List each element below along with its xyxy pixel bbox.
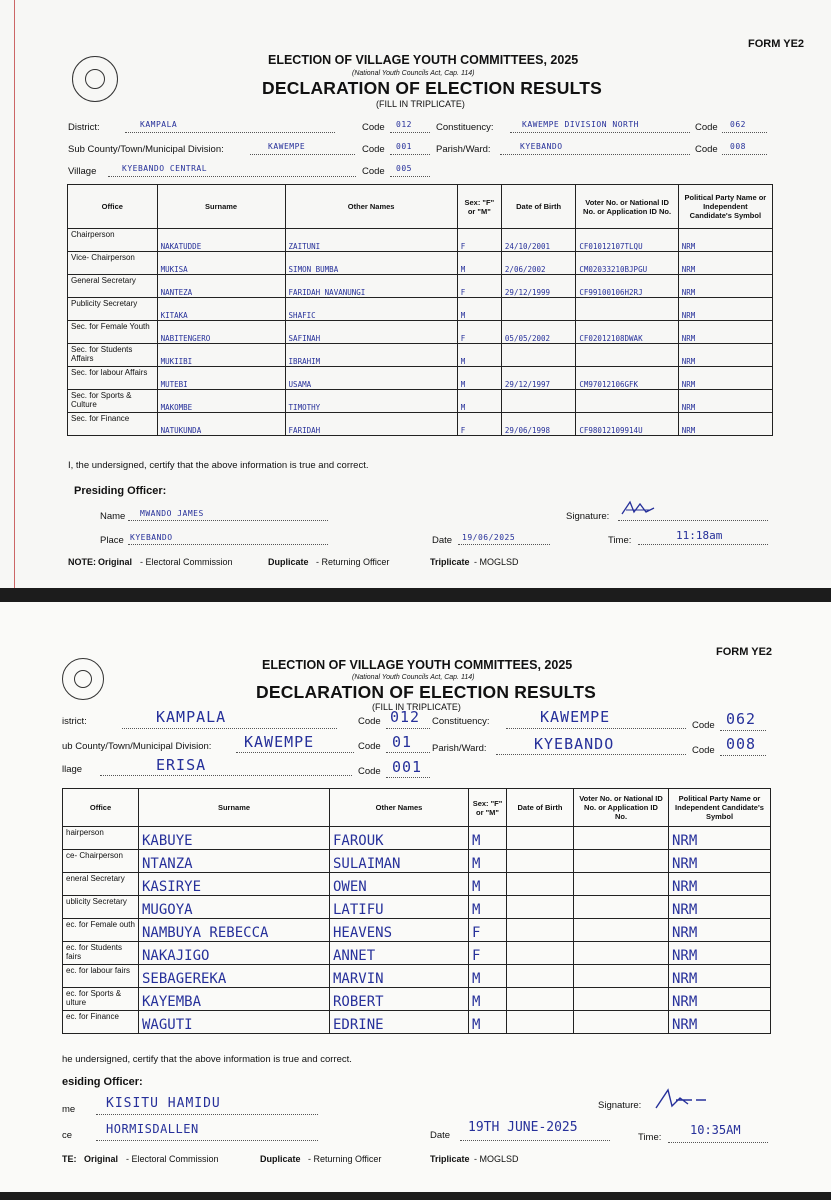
sex-cell[interactable]: M xyxy=(469,873,507,896)
party-cell[interactable]: NRM xyxy=(669,827,771,850)
note-original-to: - Electoral Commission xyxy=(126,1154,219,1164)
constituency-label: Constituency: xyxy=(432,716,490,727)
party-cell[interactable]: NRM xyxy=(669,965,771,988)
surname-cell[interactable]: NANTEZA xyxy=(157,275,285,298)
party-cell[interactable]: NRM xyxy=(678,344,772,367)
parish-value[interactable]: KYEBANDO xyxy=(534,735,615,753)
other-names-cell[interactable]: TIMOTHY xyxy=(285,390,457,413)
sex-cell[interactable]: M xyxy=(457,298,501,321)
office-cell: ce- Chairperson xyxy=(63,850,139,873)
sex-cell[interactable]: F xyxy=(457,275,501,298)
surname-cell[interactable]: MAKOMBE xyxy=(157,390,285,413)
sex-cell[interactable]: F xyxy=(457,321,501,344)
voter-id-cell[interactable]: CF98012109914U xyxy=(576,413,678,436)
results-body xyxy=(68,229,773,436)
surname-cell[interactable]: WAGUTI xyxy=(139,1011,330,1034)
date-of-birth-cell[interactable] xyxy=(507,827,574,850)
date-of-birth-cell[interactable] xyxy=(507,919,574,942)
surname-cell[interactable]: MUGOYA xyxy=(139,896,330,919)
certify-text: he undersigned, certify that the above information is true and correct. xyxy=(62,1054,352,1065)
header-party: Political Party Name or Independent Candidate's Symbol xyxy=(669,789,771,827)
table-row xyxy=(63,873,771,896)
header-sex: Sex: "F" or "M" xyxy=(457,185,501,229)
party-cell[interactable]: NRM xyxy=(669,919,771,942)
surname-cell[interactable]: NATUKUNDA xyxy=(157,413,285,436)
sex-cell[interactable]: M xyxy=(469,1011,507,1034)
other-names-cell[interactable]: SHAFIC xyxy=(285,298,457,321)
constituency-value[interactable]: KAWEMPE xyxy=(540,708,611,726)
subcounty-label: Sub County/Town/Municipal Division: xyxy=(68,144,224,155)
table-row xyxy=(68,229,773,252)
note-original-to: - Electoral Commission xyxy=(140,557,233,567)
date-of-birth-cell[interactable]: 29/12/1999 xyxy=(501,275,575,298)
office-cell: eneral Secretary xyxy=(63,873,139,896)
place-label: Place xyxy=(100,535,124,546)
voter-id-cell[interactable]: CF02012108DWAK xyxy=(576,321,678,344)
certify-text: I, the undersigned, certify that the above information is true and correct. xyxy=(68,460,369,471)
parish-code-label: Code xyxy=(695,144,718,155)
party-cell[interactable]: NRM xyxy=(678,321,772,344)
surname-cell[interactable]: MUKIIBI xyxy=(157,344,285,367)
other-names-cell[interactable]: SIMON BUMBA xyxy=(285,252,457,275)
subcounty-value[interactable]: KAWEMPE xyxy=(244,733,315,751)
signature-mark xyxy=(652,1086,712,1114)
header-date-of-birth: Date of Birth xyxy=(501,185,575,229)
table-row xyxy=(68,321,773,344)
table-row xyxy=(68,275,773,298)
other-names-cell[interactable]: OWEN xyxy=(330,873,469,896)
header-surname: Surname xyxy=(157,185,285,229)
date-of-birth-cell[interactable] xyxy=(507,942,574,965)
form-title: ELECTION OF VILLAGE YOUTH COMMITTEES, 2025 xyxy=(262,658,573,672)
date-of-birth-cell[interactable] xyxy=(507,988,574,1011)
other-names-cell[interactable]: SAFINAH xyxy=(285,321,457,344)
village-label: Village xyxy=(68,166,97,177)
sex-cell[interactable]: M xyxy=(469,850,507,873)
voter-id-cell[interactable]: CF99100106H2RJ xyxy=(576,275,678,298)
other-names-cell[interactable]: LATIFU xyxy=(330,896,469,919)
header-date-of-birth: Date of Birth xyxy=(507,789,574,827)
note-triplicate: Triplicate xyxy=(430,557,470,567)
constituency-code-label: Code xyxy=(695,122,718,133)
party-cell[interactable]: NRM xyxy=(669,1011,771,1034)
electoral-commission-seal xyxy=(72,56,118,102)
place-value[interactable]: HORMISDALLEN xyxy=(106,1122,199,1136)
note-original: Original xyxy=(98,557,133,567)
time-label: Time: xyxy=(638,1132,662,1143)
village-code-label: Code xyxy=(362,166,385,177)
party-cell[interactable]: NRM xyxy=(678,298,772,321)
party-cell[interactable]: NRM xyxy=(678,275,772,298)
party-cell[interactable]: NRM xyxy=(669,942,771,965)
date-of-birth-cell[interactable]: 29/12/1997 xyxy=(501,367,575,390)
signature-mark xyxy=(620,498,660,520)
table-row xyxy=(63,965,771,988)
table-row xyxy=(68,413,773,436)
party-cell[interactable]: NRM xyxy=(669,988,771,1011)
district-code-value[interactable]: 012 xyxy=(396,120,412,129)
village-code-value[interactable]: 005 xyxy=(396,164,412,173)
header-voter-id: Voter No. or National ID No. or Application ID No. xyxy=(576,185,678,229)
sex-cell[interactable]: F xyxy=(469,942,507,965)
form-id: FORM YE2 xyxy=(748,38,805,50)
results-body xyxy=(63,827,771,1034)
office-cell: Sec. for labour Affairs xyxy=(68,367,158,390)
voter-id-cell[interactable] xyxy=(574,896,669,919)
date-of-birth-cell[interactable]: 24/10/2001 xyxy=(501,229,575,252)
parish-code-value[interactable]: 008 xyxy=(726,735,757,753)
district-code-label: Code xyxy=(358,716,381,727)
voter-id-cell[interactable] xyxy=(574,850,669,873)
parish-label: Parish/Ward: xyxy=(432,743,487,754)
results-table xyxy=(62,788,771,1034)
date-of-birth-cell[interactable] xyxy=(507,873,574,896)
time-value[interactable]: 11:18am xyxy=(676,529,723,542)
district-code-label: Code xyxy=(362,122,385,133)
district-code-value[interactable]: 012 xyxy=(390,708,421,726)
table-row xyxy=(63,942,771,965)
presiding-officer-heading: Presiding Officer: xyxy=(74,485,167,497)
other-names-cell[interactable]: FARIDAH NAVANUNGI xyxy=(285,275,457,298)
constituency-label: Constituency: xyxy=(436,122,494,133)
parish-code-value[interactable]: 008 xyxy=(730,142,746,151)
date-of-birth-cell[interactable] xyxy=(501,390,575,413)
signature-label: Signature: xyxy=(566,511,610,522)
district-label: District: xyxy=(68,122,100,133)
table-row xyxy=(68,390,773,413)
surname-cell[interactable]: MUKISA xyxy=(157,252,285,275)
office-cell: hairperson xyxy=(63,827,139,850)
date-of-birth-cell[interactable] xyxy=(507,850,574,873)
table-header-row xyxy=(63,789,771,827)
date-of-birth-cell[interactable]: 05/05/2002 xyxy=(501,321,575,344)
date-of-birth-cell[interactable] xyxy=(507,1011,574,1034)
presiding-officer-heading: esiding Officer: xyxy=(62,1076,143,1088)
table-row xyxy=(63,896,771,919)
office-cell: Sec. for Female Youth xyxy=(68,321,158,344)
form-sheet-top xyxy=(0,0,831,588)
party-cell[interactable]: NRM xyxy=(678,390,772,413)
header-surname: Surname xyxy=(139,789,330,827)
office-cell: ec. for Sports & ulture xyxy=(63,988,139,1011)
table-row xyxy=(63,1011,771,1034)
margin-line xyxy=(14,0,15,588)
table-row xyxy=(68,367,773,390)
place-label: ce xyxy=(62,1130,73,1141)
surname-cell[interactable]: MUTEBI xyxy=(157,367,285,390)
table-row xyxy=(68,252,773,275)
header-office: Office xyxy=(63,789,139,827)
parish-code-label: Code xyxy=(692,745,715,756)
sex-cell[interactable]: M xyxy=(457,344,501,367)
table-row xyxy=(63,850,771,873)
date-of-birth-cell[interactable] xyxy=(507,896,574,919)
other-names-cell[interactable]: ROBERT xyxy=(330,988,469,1011)
village-value[interactable]: KYEBANDO CENTRAL xyxy=(122,164,208,173)
table-header-row xyxy=(68,185,773,229)
voter-id-cell[interactable] xyxy=(574,965,669,988)
header-other-names: Other Names xyxy=(285,185,457,229)
voter-id-cell[interactable] xyxy=(574,827,669,850)
surname-cell[interactable]: NAKAJIGO xyxy=(139,942,330,965)
sex-cell[interactable]: M xyxy=(457,252,501,275)
office-cell: ec. for Students fairs xyxy=(63,942,139,965)
other-names-cell[interactable]: ZAITUNI xyxy=(285,229,457,252)
district-value[interactable]: KAMPALA xyxy=(140,120,178,129)
party-cell[interactable]: NRM xyxy=(678,367,772,390)
sex-cell[interactable]: M xyxy=(469,965,507,988)
village-code-value[interactable]: 001 xyxy=(392,758,423,776)
voter-id-cell[interactable]: CF01012107TLQU xyxy=(576,229,678,252)
date-value[interactable]: 19TH JUNE-2025 xyxy=(468,1120,578,1135)
office-cell: Sec. for Finance xyxy=(68,413,158,436)
note-label: NOTE: xyxy=(68,557,96,567)
date-of-birth-cell[interactable]: 29/06/1998 xyxy=(501,413,575,436)
surname-cell[interactable]: KITAKA xyxy=(157,298,285,321)
office-cell: Publicity Secretary xyxy=(68,298,158,321)
office-cell: Vice- Chairperson xyxy=(68,252,158,275)
surname-cell[interactable]: SEBAGEREKA xyxy=(139,965,330,988)
fill-note: (FILL IN TRIPLICATE) xyxy=(376,99,465,109)
subcounty-code-label: Code xyxy=(362,144,385,155)
office-cell: ec. for labour fairs xyxy=(63,965,139,988)
sex-cell[interactable]: M xyxy=(469,827,507,850)
sex-cell[interactable]: F xyxy=(469,919,507,942)
office-cell: ec. for Finance xyxy=(63,1011,139,1034)
other-names-cell[interactable]: EDRINE xyxy=(330,1011,469,1034)
village-code-label: Code xyxy=(358,766,381,777)
party-cell[interactable]: NRM xyxy=(678,229,772,252)
voter-id-cell[interactable] xyxy=(574,942,669,965)
date-label: Date xyxy=(432,535,453,546)
other-names-cell[interactable]: IBRAHIM xyxy=(285,344,457,367)
parish-value[interactable]: KYEBANDO xyxy=(520,142,563,151)
header-sex: Sex: "F" or "M" xyxy=(469,789,507,827)
voter-id-cell[interactable] xyxy=(574,919,669,942)
subcounty-code-label: Code xyxy=(358,741,381,752)
office-cell: General Secretary xyxy=(68,275,158,298)
surname-cell[interactable]: NABITENGERO xyxy=(157,321,285,344)
form-heading: DECLARATION OF ELECTION RESULTS xyxy=(262,78,602,98)
office-cell: Sec. for Sports & Culture xyxy=(68,390,158,413)
voter-id-cell[interactable] xyxy=(574,988,669,1011)
note-duplicate-to: - Returning Officer xyxy=(316,557,390,567)
voter-id-cell[interactable] xyxy=(576,344,678,367)
surname-cell[interactable]: KAYEMBA xyxy=(139,988,330,1011)
office-cell: ec. for Female outh xyxy=(63,919,139,942)
office-cell: Chairperson xyxy=(68,229,158,252)
results-table xyxy=(67,184,773,436)
date-of-birth-cell[interactable] xyxy=(507,965,574,988)
header-other-names: Other Names xyxy=(330,789,469,827)
date-value[interactable]: 19/06/2025 xyxy=(462,533,516,542)
table-row xyxy=(63,827,771,850)
date-of-birth-cell[interactable] xyxy=(501,344,575,367)
electoral-commission-seal xyxy=(62,658,104,700)
header-party: Political Party Name or Independent Candidate's Symbol xyxy=(678,185,772,229)
sex-cell[interactable]: M xyxy=(457,367,501,390)
sex-cell[interactable]: M xyxy=(469,896,507,919)
table-row xyxy=(68,298,773,321)
time-label: Time: xyxy=(608,535,632,546)
district-value[interactable]: KAMPALA xyxy=(156,708,227,726)
constituency-value[interactable]: KAWEMPE DIVISION NORTH xyxy=(522,120,639,129)
form-title: ELECTION OF VILLAGE YOUTH COMMITTEES, 2025 xyxy=(268,53,579,67)
form-id: FORM YE2 xyxy=(716,646,773,658)
signature-label: Signature: xyxy=(598,1100,642,1111)
village-value[interactable]: ERISA xyxy=(156,756,207,774)
subcounty-value[interactable]: KAWEMPE xyxy=(268,142,306,151)
subcounty-code-value[interactable]: 001 xyxy=(396,142,412,151)
note-triplicate-to: - MOGLSD xyxy=(474,557,519,567)
date-of-birth-cell[interactable]: 2/06/2002 xyxy=(501,252,575,275)
subcounty-code-value[interactable]: 01 xyxy=(392,733,413,751)
other-names-cell[interactable]: USAMA xyxy=(285,367,457,390)
constituency-code-value[interactable]: 062 xyxy=(730,120,746,129)
fill-note: (FILL IN TRIPLICATE) xyxy=(372,702,461,712)
note-duplicate: Duplicate xyxy=(260,1154,301,1164)
date-of-birth-cell[interactable] xyxy=(501,298,575,321)
constituency-code-value[interactable]: 062 xyxy=(726,710,757,728)
time-value[interactable]: 10:35AM xyxy=(690,1123,741,1137)
voter-id-cell[interactable]: CM97012106GFK xyxy=(576,367,678,390)
table-row xyxy=(68,344,773,367)
name-value[interactable]: MWANDO JAMES xyxy=(140,509,204,518)
district-label: istrict: xyxy=(62,716,87,727)
name-value[interactable]: KISITU HAMIDU xyxy=(106,1096,221,1111)
party-cell[interactable]: NRM xyxy=(678,413,772,436)
surname-cell[interactable]: NAMBUYA REBECCA xyxy=(139,919,330,942)
surname-cell[interactable]: NAKATUDDE xyxy=(157,229,285,252)
table-row xyxy=(63,919,771,942)
subcounty-label: ub County/Town/Municipal Division: xyxy=(62,741,212,752)
note-duplicate-to: - Returning Officer xyxy=(308,1154,382,1164)
note-label: TE: xyxy=(62,1154,77,1164)
office-cell: Sec. for Students Affairs xyxy=(68,344,158,367)
voter-id-cell[interactable] xyxy=(574,1011,669,1034)
note-duplicate: Duplicate xyxy=(268,557,309,567)
constituency-code-label: Code xyxy=(692,720,715,731)
note-triplicate-to: - MOGLSD xyxy=(474,1154,519,1164)
note-triplicate: Triplicate xyxy=(430,1154,470,1164)
other-names-cell[interactable]: ANNET xyxy=(330,942,469,965)
header-office: Office xyxy=(68,185,158,229)
date-label: Date xyxy=(430,1130,451,1141)
voter-id-cell[interactable] xyxy=(576,390,678,413)
sex-cell[interactable]: M xyxy=(457,390,501,413)
sex-cell[interactable]: M xyxy=(469,988,507,1011)
other-names-cell[interactable]: HEAVENS xyxy=(330,919,469,942)
form-subtitle: (National Youth Councils Act, Cap. 114) xyxy=(352,70,475,77)
surname-cell[interactable]: NTANZA xyxy=(139,850,330,873)
party-cell[interactable]: NRM xyxy=(669,850,771,873)
village-label: llage xyxy=(62,764,83,775)
voter-id-cell[interactable]: CM02033210BJPGU xyxy=(576,252,678,275)
voter-id-cell[interactable] xyxy=(574,873,669,896)
table-row xyxy=(63,988,771,1011)
other-names-cell[interactable]: MARVIN xyxy=(330,965,469,988)
other-names-cell[interactable]: SULAIMAN xyxy=(330,850,469,873)
surname-cell[interactable]: KASIRYE xyxy=(139,873,330,896)
header-voter-id: Voter No. or National ID No. or Application ID No. xyxy=(574,789,669,827)
place-value[interactable]: KYEBANDO xyxy=(130,533,173,542)
party-cell[interactable]: NRM xyxy=(678,252,772,275)
name-label: me xyxy=(62,1104,76,1115)
other-names-cell[interactable]: FARIDAH xyxy=(285,413,457,436)
voter-id-cell[interactable] xyxy=(576,298,678,321)
sex-cell[interactable]: F xyxy=(457,229,501,252)
sex-cell[interactable]: F xyxy=(457,413,501,436)
note-original: Original xyxy=(84,1154,119,1164)
form-heading: DECLARATION OF ELECTION RESULTS xyxy=(256,682,596,702)
form-subtitle: (National Youth Councils Act, Cap. 114) xyxy=(352,674,475,681)
surname-cell[interactable]: KABUYE xyxy=(139,827,330,850)
party-cell[interactable]: NRM xyxy=(669,873,771,896)
name-label: Name xyxy=(100,511,126,522)
parish-label: Parish/Ward: xyxy=(436,144,491,155)
party-cell[interactable]: NRM xyxy=(669,896,771,919)
form-sheet-bottom xyxy=(0,602,831,1192)
other-names-cell[interactable]: FAROUK xyxy=(330,827,469,850)
office-cell: ublicity Secretary xyxy=(63,896,139,919)
